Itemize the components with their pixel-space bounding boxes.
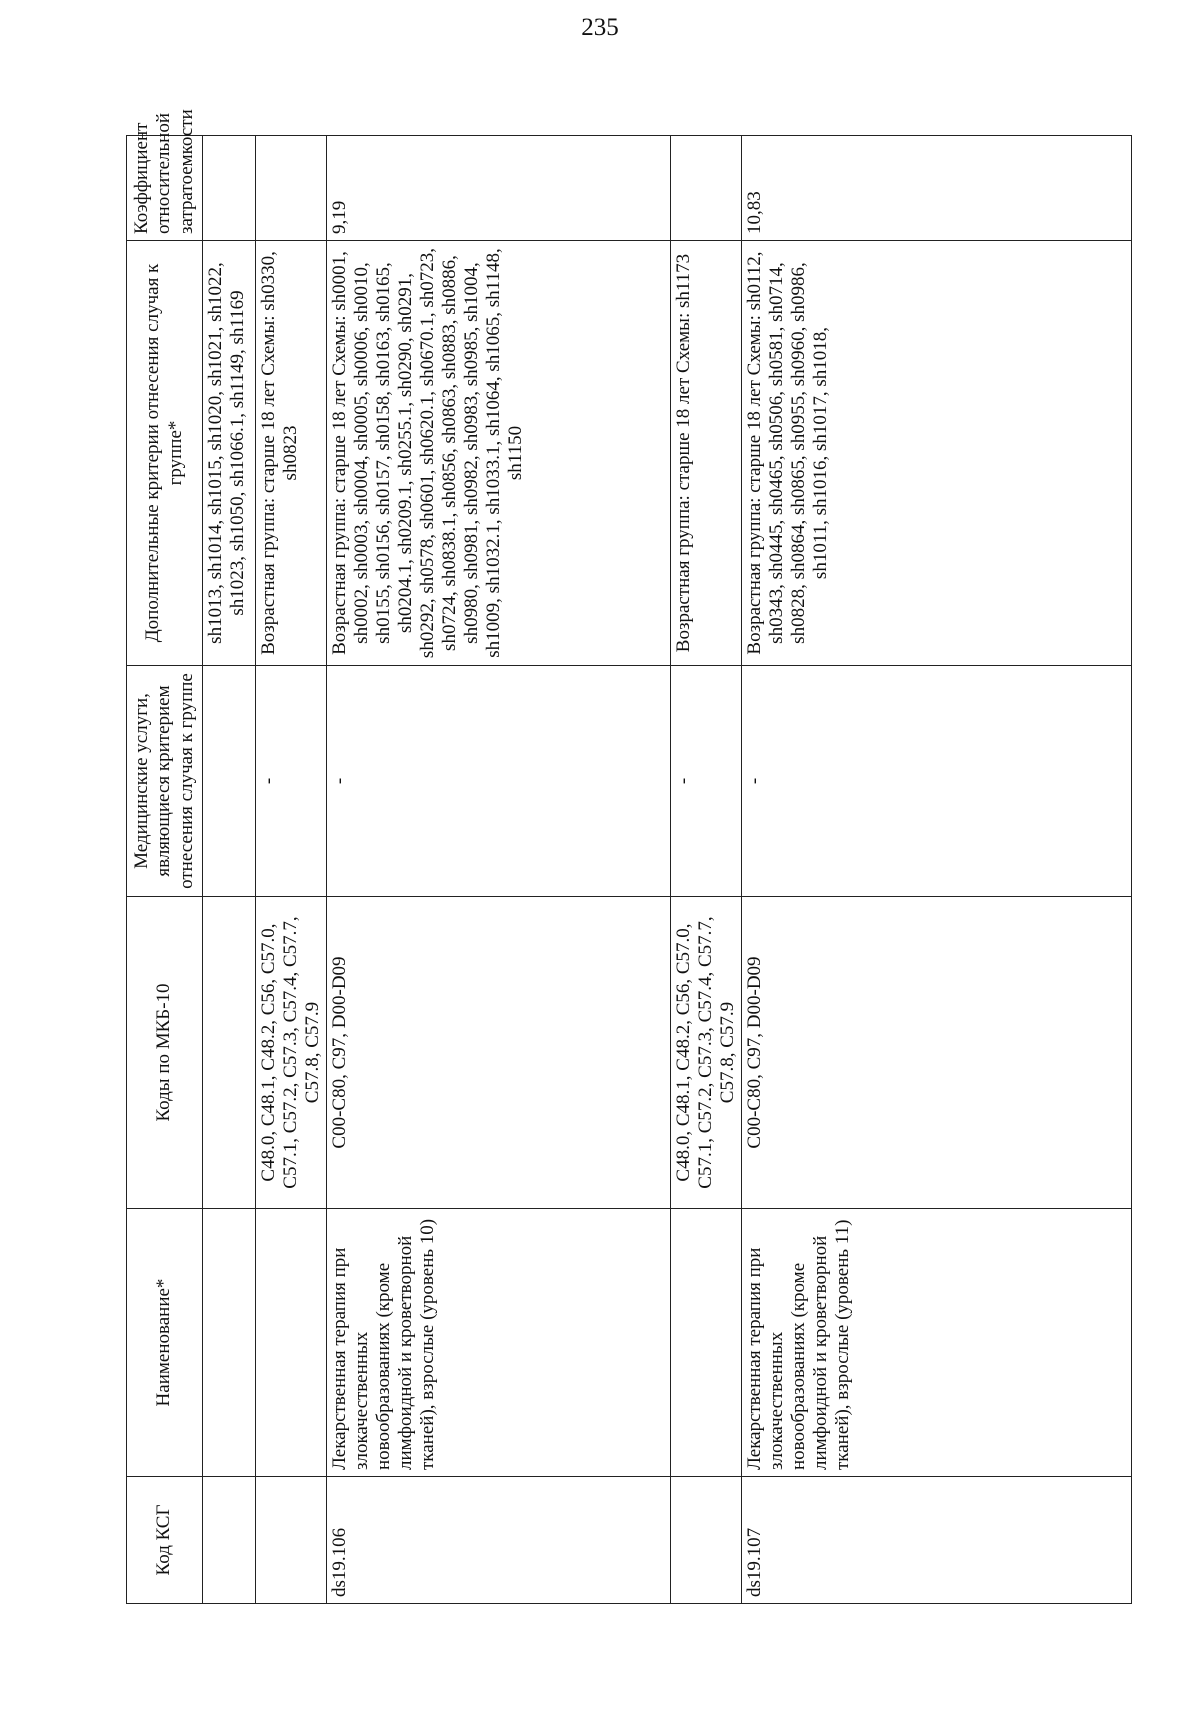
cell-name: Лекарственная терапия при злокачественных новообразованиях (кроме лимфоидной и кроветворной тканей), взрослые (уровень 10) [327, 1209, 671, 1477]
cell-name [671, 1209, 742, 1477]
page-number: 235 [581, 14, 619, 41]
cell-mkb: C48.0, C48.1, C48.2, C56, C57.0, C57.1, C57.2, C57.3, C57.4, C57.7, C57.8, C57.9 [671, 897, 742, 1209]
table-row [742, 136, 1132, 1604]
cell-coef [256, 136, 327, 241]
cell-mkb: C00-C80, C97, D00-D09 [327, 897, 671, 1209]
cell-criteria: Возрастная группа: старше 18 лет Схемы: sh0330, sh0823 [256, 241, 327, 666]
cell-criteria: Возрастная группа: старше 18 лет Схемы: sh0001, sh0002, sh0003, sh0004, sh0005, sh0006, sh0010, sh0155, sh0156, sh0157, sh0158, sh0163, sh0165, sh0204.1, sh0209.1, sh0255.1, sh0290, sh0291, sh0292, sh0578, sh0601, sh0620.1, sh0670.1, sh0723, sh0724, sh0838.1, sh0856, sh0863, sh0883, sh0886, sh0980, sh0981, sh0982, sh0983, sh0985, sh1004, sh1009, sh1032.1, sh1033.1, sh1064, sh1065, sh1148, sh1150 [327, 241, 671, 666]
table-row [203, 136, 256, 1604]
table-row [671, 136, 742, 1604]
cell-coef: 10,83 [742, 136, 1132, 241]
cell-mkb [203, 897, 256, 1209]
header-name: Наименование* [127, 1209, 203, 1477]
cell-code [256, 1477, 327, 1604]
cell-code [203, 1477, 256, 1604]
header-code: Код КСГ [127, 1477, 203, 1604]
cell-coef [671, 136, 742, 241]
cell-coef: 9,19 [327, 136, 671, 241]
cell-criteria: sh1013, sh1014, sh1015, sh1020, sh1021, sh1022, sh1023, sh1050, sh1066.1, sh1149, sh1169 [203, 241, 256, 666]
cell-services: - [671, 666, 742, 897]
header-criteria: Дополнительные критерии отнесения случая к группе* [127, 241, 203, 666]
cell-mkb: C48.0, C48.1, C48.2, C56, C57.0, C57.1, C57.2, C57.3, C57.4, C57.7, C57.8, C57.9 [256, 897, 327, 1209]
cell-services [203, 666, 256, 897]
table-row [327, 136, 671, 1604]
cell-code: ds19.106 [327, 1477, 671, 1604]
cell-coef [203, 136, 256, 241]
cell-criteria: Возрастная группа: старше 18 лет Схемы: sh0112, sh0343, sh0445, sh0465, sh0506, sh0581, sh0714, sh0828, sh0864, sh0865, sh0955, sh0960, sh0986, sh1011, sh1016, sh1017, sh1018, [742, 241, 1132, 666]
rotated-table-container [126, 109, 1092, 1604]
ksg-table [126, 109, 1132, 1604]
header-mkb: Коды по МКБ-10 [127, 897, 203, 1209]
cell-name [203, 1209, 256, 1477]
cell-criteria: Возрастная группа: старше 18 лет Схемы: sh1173 [671, 241, 742, 666]
cell-name: Лекарственная терапия при злокачественных новообразованиях (кроме лимфоидной и кроветворной тканей), взрослые (уровень 11) [742, 1209, 1132, 1477]
cell-code: ds19.107 [742, 1477, 1132, 1604]
table-header-row [127, 136, 203, 1604]
cell-mkb: C00-C80, C97, D00-D09 [742, 897, 1132, 1209]
cell-name [256, 1209, 327, 1477]
table-row [256, 136, 327, 1604]
cell-code [671, 1477, 742, 1604]
header-services: Медицинские услуги, являющиеся критерием отнесения случая к группе [127, 666, 203, 897]
cell-services: - [742, 666, 1132, 897]
cell-services: - [327, 666, 671, 897]
cell-services: - [256, 666, 327, 897]
header-coef: Коэффициент относительной затратоемкости [127, 136, 203, 241]
